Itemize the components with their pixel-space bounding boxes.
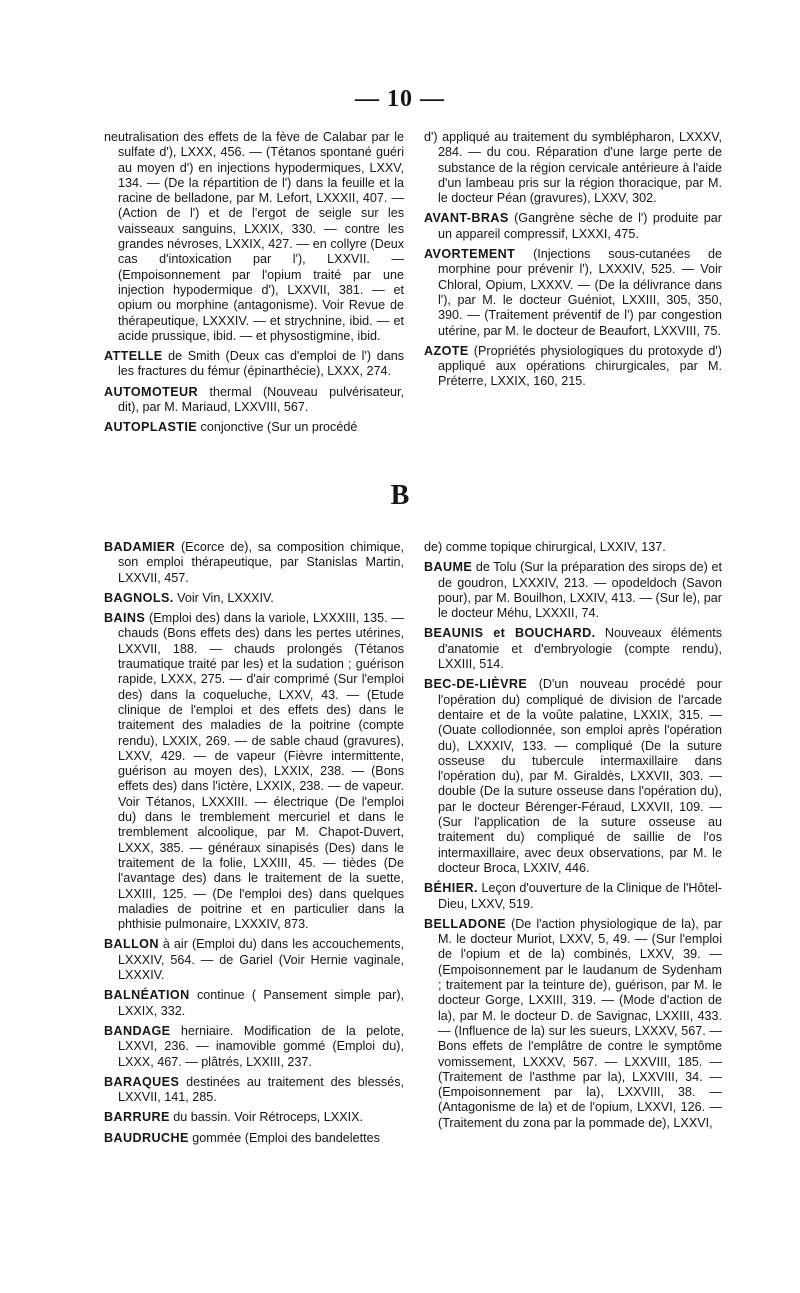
index-entry bbox=[424, 917, 722, 1131]
entry-headword: BALLON bbox=[104, 937, 159, 952]
index-entry bbox=[424, 626, 722, 672]
section-b-left-column bbox=[104, 540, 404, 1151]
entry-text: destinées au traitement des blessés, LXXVII, 141, 285. bbox=[118, 1074, 404, 1105]
entry-text: neutralisation des effets de la fève de Calabar par le sulfate d'), LXXX, 456. — (Tétanos spontané guéri au moyen d') en injections hypodermiques, LXXV, 134. — (De la répartition de l') dans la feuille et la racine de belladone, par M. Lefort, LXXXII, 407. — (Action de l') et de l'ergot de seigle sur les vaisseaux sanguins, LXXIX, 330. — contre les grandes névroses, LXXIX, 427. — en collyre (Deux cas d'intoxication par l'), LXXVII. — (Empoisonnement par l'opium traité par une injection hypodermique d'), LXXVII, 381. — et opium ou morphine (antagonisme). Voir Revue de thérapeutique, LXXXIV. — et strychnine, ibid. — et acide prussique, ibid. — et physostigmine, ibid. bbox=[104, 130, 404, 343]
entry-text: gommée (Emploi des bandelettes bbox=[192, 1130, 380, 1145]
entry-text: (Propriétés physiologiques du protoxyde d') appliqué aux opérations chirurgicales, par M. Préterre, LXXIX, 160, 215. bbox=[438, 343, 723, 389]
entry-headword: BELLADONE bbox=[424, 916, 506, 931]
entry-text: (Ecorce de), sa composition chimique, son emploi thérapeutique, par Stanislas Martin, LXXVII, 457. bbox=[118, 540, 404, 585]
entry-headword: ATTELLE bbox=[104, 349, 163, 364]
entry-headword: BARAQUES bbox=[104, 1074, 180, 1089]
index-entry bbox=[104, 1075, 404, 1106]
entry-text: (De l'action physiologique de la), par M. le docteur Muriot, LXXV, 5, 49. — (Sur l'emploi de l'opium et de la) combinés, LXXV, 39. — (Empoisonnement par le laudanum de Sydenham ; traitement par la teinture de), guérison, par M. le docteur Gorge, LXXIII, 319. — (Mode d'action de la), par M. le docteur D. de Savignac, LXXIII, 433. — (Influence de la) sur les sueurs, LXXXV, 567. — Bons effets de l'emplâtre de contre le symptôme vomissement, LXXXV, 567. — LXXVIII, 185. — (Traitement de l'asthme par la), LXXVIII, 34. — (Empoisonnement par la), LXXVIII, 38. — (Antagonisme de la) et de l'opium, LXXVI, 126. — (Traitement du zona par la pommade de), LXXVI, bbox=[438, 916, 723, 1130]
index-entry bbox=[424, 881, 722, 912]
index-entry bbox=[104, 1024, 404, 1070]
index-entry bbox=[104, 591, 404, 606]
entry-text: à air (Emploi du) dans les accouchements, LXXXIV, 564. — de Gariel (Voir Hernie vaginale, LXXXIV. bbox=[118, 937, 405, 983]
index-entry bbox=[424, 130, 722, 206]
entry-headword: BADAMIER bbox=[104, 540, 176, 554]
entry-text: de) comme topique chirurgical, LXXIV, 137. bbox=[424, 540, 666, 554]
index-entry bbox=[104, 988, 404, 1019]
entry-headword: BAUDRUCHE bbox=[104, 1130, 189, 1145]
entry-text: (Gangrène sèche de l') produite par un appareil compressif, LXXXI, 475. bbox=[438, 211, 723, 241]
entry-headword: BEAUNIS et BOUCHARD. bbox=[424, 626, 596, 641]
index-entry bbox=[424, 560, 722, 621]
index-entry bbox=[104, 1110, 404, 1125]
index-entry bbox=[424, 247, 722, 339]
entry-headword: AVORTEMENT bbox=[424, 247, 516, 262]
entry-text: Voir Vin, LXXXIV. bbox=[177, 590, 274, 605]
entry-text: du bassin. Voir Rétroceps, LXXIX. bbox=[173, 1110, 363, 1125]
entry-text: d') appliqué au traitement du symblépharon, LXXXV, 284. — du cou. Réparation d'une large perte de substance de la région cervicale antérieure à l'aide d'un lambeau pris sur la région thoracique, par M. le docteur Péan (gravures), LXXV, 302. bbox=[424, 130, 722, 206]
index-entry bbox=[424, 540, 722, 555]
index-entry bbox=[104, 1131, 404, 1146]
entry-headword: BEC-DE-LIÈVRE bbox=[424, 677, 528, 692]
entry-headword: BAINS bbox=[104, 611, 146, 626]
entry-text: (D'un nouveau procédé pour l'opération du) compliqué de division de l'arcade dentaire et de la voûte palatine, LXXIX, 315. — (Ouate collodionnée, son emploi après l'opération du), LXXXIV, 133. — compliqué (De la suture osseuse du tubercule intermaxillaire dans l'opération du), par M. Giraldès, LXXVII, 303. — double (De la suture osseuse dans l'opération du), par le docteur Bérenger-Féraud, LXXVII, 109. — (Sur l'application de la suture osseuse au traitement du) compliqué de saillie de l'os intermaxillaire, avec deux observations, par M. le docteur Broca, LXXIV, 446. bbox=[438, 677, 722, 875]
entry-text: thermal (Nouveau pulvérisateur, dit), par M. Mariaud, LXXVIII, 567. bbox=[118, 384, 404, 415]
entry-text: herniaire. Modification de la pelote, LXXVI, 236. — inamovible gommé (Emploi du), LXXX, 467. — plâtrés, LXXIII, 237. bbox=[118, 1023, 404, 1069]
index-entry bbox=[104, 937, 404, 983]
entry-text: de Tolu (Sur la préparation des sirops de) et de goudron, LXXXIV, 213. — opodeldoch (Savon pour), par M. Bouilhon, LXXIV, 413. — (Sur le), par le docteur Méhu, LXXXII, 74. bbox=[438, 560, 722, 621]
entry-text: Leçon d'ouverture de la Clinique de l'Hôtel-Dieu, LXXV, 519. bbox=[438, 881, 723, 911]
entry-headword: BAGNOLS. bbox=[104, 590, 174, 605]
section-letter-heading: B bbox=[390, 480, 410, 511]
entry-text: (Emploi des) dans la variole, LXXXIII, 135. — chauds (Bons effets des) dans les pertes utérines, LXXVII, 188. — chauds prolongés (Tétanos traumatique traité par les) et la sudation ; guérison rapide, LXXX, 275. — d'air comprimé (Sur l'emploi des) dans la coqueluche, LXXV, 43. — (Etude clinique de l'emploi et des effets des) dans le traitement des maladies de la poitrine (compte rendu), LXXIX, 269. — de sable chaud (gravures), LXXV, 429. — de vapeur (Fièvre intermittente, guérison au moyen des), LXXIX, 238. — (Bons effets des) dans l'ictère, LXXIX, 238. — de vapeur. Voir Tétanos, LXXXIII. — électrique (De l'emploi du) dans le tremblement mercuriel et dans le tremblement alcoolique, par M. Chapot-Duvert, LXXX, 385. — généraux sinapisés (Des) dans le traitement de la folie, LXXIII, 45. — tièdes (De l'avantage des) dans le traitement de la suette, LXXIII, 125. — (De l'emploi des) dans quelques maladies de poitrine et en particulier dans la phthisie pulmonaire, LXXXIV, 873. bbox=[118, 611, 404, 932]
index-entry bbox=[104, 385, 404, 416]
section-b-right-column bbox=[424, 540, 722, 1136]
entry-text: Nouveaux éléments d'anatomie et d'embryologie (compte rendu), LXXIII, 514. bbox=[438, 626, 723, 672]
index-entry bbox=[424, 677, 722, 876]
entry-headword: AZOTE bbox=[424, 343, 469, 358]
index-entry bbox=[104, 540, 404, 586]
entry-text: continue ( Pansement simple par), LXXIX, 332. bbox=[118, 988, 405, 1018]
entry-text: (Injections sous-cutanées de morphine pour prévenir l'), LXXXIV, 525. — Voir Chloral, Opium, LXXXV. — (De la délivrance dans l'), par M. le docteur Guéniot, LXXIII, 305, 350, 390. — (Traitement préventif de l') par congestion utérine, par M. le docteur de Beaufort, LXXVIII, 75. bbox=[438, 247, 723, 338]
index-entry bbox=[104, 349, 404, 380]
entry-headword: AUTOMOTEUR bbox=[104, 384, 199, 399]
page-number: — 10 — bbox=[355, 86, 445, 112]
entry-headword: BARRURE bbox=[104, 1110, 170, 1125]
entry-text: conjonctive (Sur un procédé bbox=[200, 420, 358, 435]
entry-headword: AVANT-BRAS bbox=[424, 211, 509, 226]
entry-headword: BALNÉATION bbox=[104, 988, 190, 1003]
entry-text: de Smith (Deux cas d'emploi de l') dans les fractures du fémur (épinarthécie), LXXX, 274. bbox=[118, 349, 404, 379]
entry-headword: BAUME bbox=[424, 560, 473, 575]
section-a-left-column bbox=[104, 130, 404, 441]
entry-headword: BANDAGE bbox=[104, 1023, 171, 1038]
index-entry bbox=[104, 611, 404, 932]
index-entry bbox=[424, 211, 722, 242]
index-entry bbox=[104, 420, 404, 435]
index-entry bbox=[424, 344, 722, 390]
section-a-right-column bbox=[424, 130, 722, 395]
entry-headword: AUTOPLASTIE bbox=[104, 420, 198, 435]
index-entry bbox=[104, 130, 404, 344]
entry-headword: BÉHIER. bbox=[424, 881, 478, 896]
